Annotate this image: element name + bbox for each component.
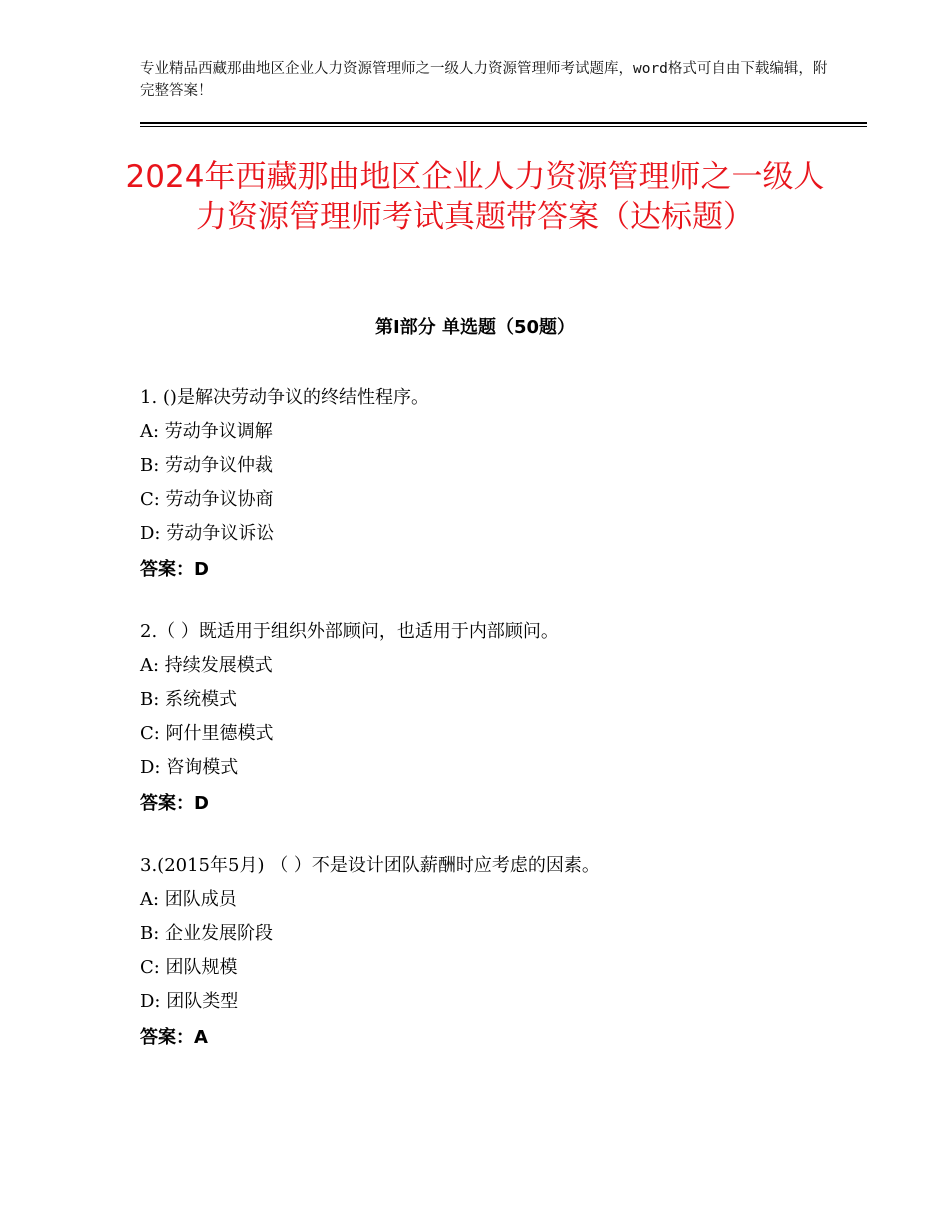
header-note: 专业精品西藏那曲地区企业人力资源管理师之一级人力资源管理师考试题库，word格式可自由下载编辑，附完整答案！ [140,61,828,99]
question-stem: 1. ()是解决劳动争议的终结性程序。 [140,387,429,408]
answer: 答案：D [140,559,209,580]
option-a: A: 团队成员 [140,889,237,910]
question-list [140,383,860,1085]
option-c: C: 劳动争议协商 [140,489,274,510]
option-b: B: 劳动争议仲裁 [140,455,274,476]
option-b: B: 系统模式 [140,689,238,710]
answer: 答案：D [140,793,209,814]
option-a: A: 持续发展模式 [140,655,273,676]
document-title: 2024年西藏那曲地区企业人力资源管理师之一级人力资源管理师考试真题带答案（达标题） [125,159,825,235]
header-divider-thick [140,122,867,124]
option-a: A: 劳动争议调解 [140,421,273,442]
question-2 [140,617,860,821]
question-3 [140,851,860,1055]
question-stem: 3.(2015年5月) （ ）不是设计团队薪酬时应考虑的因素。 [140,855,600,876]
question-1 [140,383,860,587]
option-d: D: 团队类型 [140,991,239,1012]
option-c: C: 阿什里德模式 [140,723,274,744]
section-heading: 第Ⅰ部分 单选题（50题） [374,317,575,338]
option-d: D: 劳动争议诉讼 [140,523,275,544]
answer: 答案：A [140,1027,208,1048]
question-stem: 2.（ ）既适用于组织外部顾问，也适用于内部顾问。 [140,621,559,642]
option-d: D: 咨询模式 [140,757,239,778]
option-c: C: 团队规模 [140,957,238,978]
header-divider-thin [140,126,867,127]
option-b: B: 企业发展阶段 [140,923,274,944]
